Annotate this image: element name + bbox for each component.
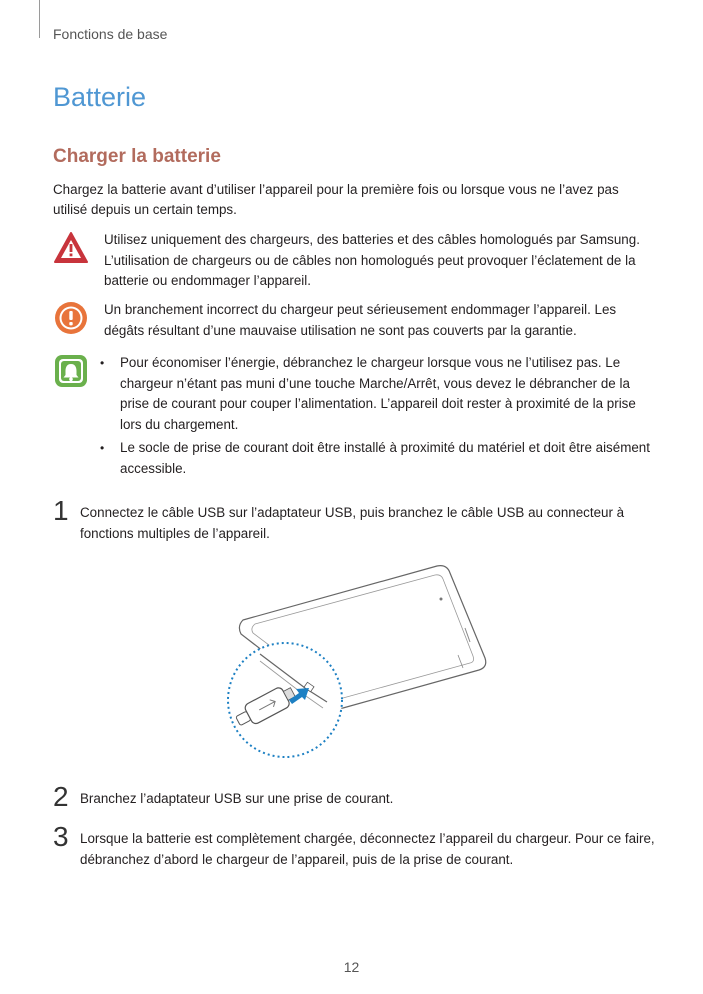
caution-exclamation-icon	[53, 300, 89, 336]
step-text: Branchez l’adaptateur USB sur une prise de courant.	[80, 791, 394, 806]
caution-text: Un branchement incorrect du chargeur peut sérieusement endommager l’appareil. Les dégâts résultant d’une mauvaise utilisation ne sont pas couverts par la garantie.	[104, 302, 617, 338]
tip-text: Pour économiser l’énergie, débranchez le chargeur lorsque vous ne l’utilisez pas. Le chargeur n’étant pas muni d’une touche Marche/Arrêt, vous devez le débrancher de la prise de courant pour couper l’alimentation. L’appareil doit rester à proximité de la prise lors du chargement.	[120, 355, 636, 432]
step-number: 1	[53, 495, 69, 526]
tip-item: • Pour économiser l’énergie, débranchez le chargeur lorsque vous ne l’utilisez pas. Le chargeur n’étant pas muni d’une touche Marche/Arrêt, vous devez le débrancher de la prise de courant pour couper l’alimentation. L’appareil doit rester à proximité de la prise lors du chargement.	[100, 355, 636, 432]
step-text: Connectez le câble USB sur l’adaptateur USB, puis branchez le câble USB au connecteur à fonctions multiples de l’appareil.	[80, 505, 625, 541]
intro-paragraph: Chargez la batterie avant d’utiliser l’appareil pour la première fois ou lorsque vous ne l’avez pas utilisé depuis un certain temps.	[53, 182, 619, 217]
tablet-camera	[440, 598, 443, 601]
tip-item: • Le socle de prise de courant doit être installé à proximité du matériel et doit être aisément accessible.	[100, 440, 650, 476]
running-header: Fonctions de base	[53, 26, 168, 42]
page-number: 12	[343, 959, 360, 975]
section-title: Charger la batterie	[53, 146, 221, 167]
bell-notice-icon	[53, 353, 89, 389]
header-rule	[39, 0, 40, 38]
page-title: Batterie	[53, 82, 147, 112]
warning-text: Utilisez uniquement des chargeurs, des batteries et des câbles homologués par Samsung. L’utilisation de chargeurs ou de câbles non homologués peut provoquer l’éclatement de la batterie ou endommager l’appareil.	[104, 232, 640, 288]
tip-text: Le socle de prise de courant doit être installé à proximité du matériel et doit être aisément accessible.	[120, 440, 650, 476]
step-number: 2	[53, 781, 69, 812]
step-text: Lorsque la batterie est complètement chargée, déconnectez l’appareil du chargeur. Pour ce faire, débranchez d’abord le chargeur de l’appareil, puis de la prise de courant.	[80, 831, 655, 867]
tablet-charging-illustration	[215, 558, 495, 758]
step-number: 3	[53, 821, 69, 852]
warning-triangle-icon	[53, 230, 89, 266]
tip-list	[100, 353, 660, 482]
